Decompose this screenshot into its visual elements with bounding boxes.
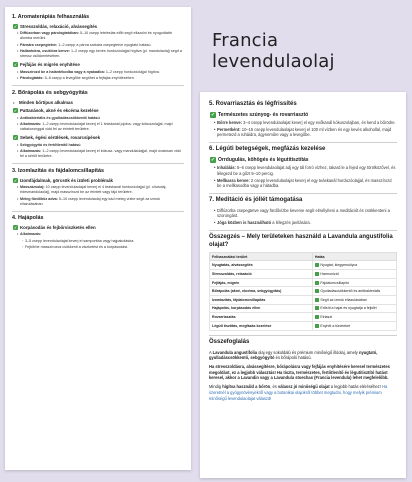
right-page xyxy=(200,92,406,478)
section-title: 2. Bőrápolás és sebgyógyítás xyxy=(12,89,88,96)
item-label: Párologtatás: xyxy=(20,76,44,81)
effect-text: Harmonizál xyxy=(320,271,339,276)
bullet-icon: • xyxy=(17,69,19,74)
item-label: Hallantokra, csuklóra kenve: xyxy=(20,49,71,54)
paragraph-text: Ha szeretnél a gyógynövényekről vagy a botanikai olajokról többet megtudni, hogy melyik prémium minőségű levendulaolajat válaszd! xyxy=(209,384,388,401)
check-icon: ✓ xyxy=(13,23,18,29)
table-header-row xyxy=(210,253,397,261)
subsection-label: Orrdugulás, köhögés és légutitisztítás xyxy=(218,156,309,163)
list-item-text xyxy=(20,49,184,59)
bullet-icon: • xyxy=(17,185,19,190)
list-item xyxy=(17,149,184,159)
item-text: 2 csepp levendulaolajat keverj el egy teáskanál hordozóolajjal, és masszírozd be a mellkasodba vagy a hátadba. xyxy=(217,177,392,189)
list-item-text xyxy=(217,178,397,189)
paragraph-text: a legjobb hatás eléréséhez! xyxy=(329,384,382,390)
subsection-label: Korpásodás és fejbőrviszketés ellen xyxy=(20,224,96,230)
subsection-title xyxy=(13,108,184,114)
paragraph-text: és bőrápoló hatású. xyxy=(274,355,312,361)
list-item xyxy=(214,220,397,226)
bullet-icon: • xyxy=(17,42,19,47)
paragraph-text: A xyxy=(209,349,213,355)
bullet-icon: • xyxy=(214,207,216,213)
item-label: Alkalmazás: xyxy=(20,149,42,154)
item-text: Diffúzorba csepegtetve vagy fürdővízbe keverve segít elmélyíteni a meditációt és csökkenteni a szorongást. xyxy=(217,207,390,219)
subsection-label: Sebek, égési sérülések, rovarcsípések xyxy=(20,135,101,141)
check-icon xyxy=(315,289,319,293)
check-icon xyxy=(315,324,319,328)
paragraph-text: olaj egy sokoldalú és prémium minőségű illóolaj, amely xyxy=(257,349,359,355)
conclusion-paragraph xyxy=(209,384,397,401)
list-item-text xyxy=(217,120,396,126)
item-label: Sebgyógyító és fertőtlenítő hatású xyxy=(20,142,81,147)
item-text: 3–4 csepp levendulaolajat keverj el egy evőkanál kókuszolajban, és kend a bőrödre. xyxy=(242,119,396,125)
check-icon xyxy=(315,281,319,285)
item-label: Mellkasra kenve: xyxy=(217,177,250,183)
list-item xyxy=(17,49,184,59)
section-divider xyxy=(12,211,184,212)
table-row xyxy=(210,261,397,270)
item-text: 1–2 csepp levendulaolajat keverj el 1 teáskanál jojoba- vagy kókuszolajjal, majd vattakoronggal vidd fel az érintett területre. xyxy=(20,122,173,132)
list-item xyxy=(214,178,397,189)
effect-text: Gyulladáscsökkentő és antibakteriális xyxy=(320,289,381,294)
subsection-title xyxy=(13,178,184,184)
summary-table xyxy=(209,252,397,330)
bullet-icon: • xyxy=(17,31,19,36)
item-text: 5–10 csepp leteleslás előtt segít ellazulni és nyugodtabb álomba merülni. xyxy=(20,31,173,41)
check-icon xyxy=(315,263,319,267)
bullet-icon: • xyxy=(214,177,216,183)
table-cell-effect xyxy=(312,304,396,313)
bullet-icon: • xyxy=(17,76,19,81)
item-text: 10–15 csepp levendulaolajat keverj el 100 ml vízben és egy kevés alkohollal, majd permetezd a ruháidra, ágyneműre vagy a levegőbe. xyxy=(217,126,392,138)
item-label: Antibakteriális és gyulladáscsökkentő hatású xyxy=(20,115,100,120)
check-icon: ✓ xyxy=(13,108,18,114)
subsection-title xyxy=(13,62,184,68)
paragraph-text: Mindig xyxy=(209,384,223,390)
check-icon: ✓ xyxy=(210,111,216,118)
table-cell-area: Hajápolás, korpásodás ellen xyxy=(210,304,313,313)
check-icon: ✓ xyxy=(13,177,18,183)
paragraph-text: válassz jó minőségű olajat xyxy=(277,384,330,390)
list-item-text xyxy=(20,149,184,159)
list-item xyxy=(22,239,184,244)
list-item xyxy=(17,232,184,237)
check-icon: ✓ xyxy=(13,224,18,230)
section-title: 4. Hajápolás xyxy=(12,215,44,222)
check-icon xyxy=(315,306,319,310)
list-item-text xyxy=(25,245,128,250)
bullet-icon: ◦ xyxy=(22,238,24,243)
subsection-title xyxy=(210,157,397,163)
list-item xyxy=(214,208,397,219)
bullet-icon: • xyxy=(17,196,19,201)
list-item xyxy=(214,165,397,176)
list-item-text xyxy=(20,43,151,48)
item-text: 1–2 csepp a párna sarkára csepegtetve nyugtató hatású. xyxy=(57,42,152,47)
subsection-title xyxy=(13,225,184,231)
paragraph-text: hígítva használd a bőrön xyxy=(222,384,271,390)
item-label: Diffúzorban vagy párologtatóban: xyxy=(20,31,79,36)
subsection-title xyxy=(13,135,184,141)
list-item-text xyxy=(20,197,184,207)
table-cell-effect xyxy=(312,270,396,279)
table-row xyxy=(210,304,397,313)
item-text: 10 csepp levendulaolajat keverj el 4 teáskanál hordozóolajjal (pl. olívaolaj, édesmandulaolaj), majd masszírozd be az érintett vagy fájó területre. xyxy=(20,185,167,194)
list-item-text xyxy=(217,220,311,226)
item-text: 1–2 csepp egy kevés hordozóolajjal hígítva (pl. mandulaolaj) segít a stressz csökkentésében. xyxy=(20,49,182,59)
table-cell-effect xyxy=(312,278,396,287)
bullet-icon: • xyxy=(17,232,19,237)
paragraph-text: nyugtató, gyulladáscsökkentő, sebgyógyító xyxy=(209,349,378,361)
subsection-label: Minden bőrtípus alkalmas xyxy=(19,99,73,105)
table-row xyxy=(210,270,397,279)
item-text: Fejbőrbe masszírozva csökkenti a viszketést és a korpásodást. xyxy=(25,245,129,250)
list-item-text xyxy=(217,127,397,138)
item-text: 5–6 csepp a levegőbe segíthet a fejfájás enyhítésében. xyxy=(43,76,135,81)
list-item-text xyxy=(217,208,397,219)
item-text: a lélegzés javítására. xyxy=(271,220,311,226)
subsection-title xyxy=(13,100,184,106)
table-row xyxy=(210,321,397,330)
document-title: Francia levendulaolaj xyxy=(212,30,335,72)
section-title: 7. Meditáció és jóllét támogatása xyxy=(209,197,303,204)
check-icon: ✓ xyxy=(13,135,18,141)
table-cell-area: Bőrápolás (akné, ekcéma, sebgyógyítás) xyxy=(210,287,313,296)
list-item xyxy=(214,127,397,138)
item-label: Bőrre kenve: xyxy=(217,119,243,125)
table-cell-effect xyxy=(312,287,396,296)
bullet-icon: • xyxy=(17,49,19,54)
item-label: Masszázsolaj: xyxy=(20,185,45,190)
item-label: Inhalálás: xyxy=(217,165,236,171)
item-label: Párnára csepegtetve: xyxy=(20,42,58,47)
section-divider xyxy=(209,230,397,231)
effect-text: Enyhíti a tüneteket xyxy=(320,323,351,328)
list-item-text xyxy=(20,76,135,81)
bullet-icon: • xyxy=(214,126,216,132)
bullet-icon: • xyxy=(17,122,19,127)
item-label: Alkalmazás: xyxy=(20,232,42,237)
bullet-dot-icon: • xyxy=(13,99,15,105)
list-item xyxy=(214,120,397,126)
item-label: Masszírozd be a halántékodba vagy a nyakadba: xyxy=(20,69,105,74)
bullet-icon: • xyxy=(17,142,19,147)
left-page xyxy=(5,7,191,470)
list-item xyxy=(17,122,184,132)
table-cell-effect xyxy=(312,261,396,270)
item-label: Jóga közben is használható xyxy=(217,220,272,226)
table-cell-effect xyxy=(312,321,396,330)
section-title: 6. Légúti betegségek, megfázás kezelése xyxy=(209,146,326,153)
list-item-text xyxy=(20,31,184,41)
list-item-text xyxy=(20,122,184,132)
subsection-title xyxy=(210,112,397,118)
section-title: 3. Izomlazítás és fájdalomcsillapítás xyxy=(12,167,104,174)
table-row xyxy=(210,296,397,305)
list-item xyxy=(17,185,184,195)
paragraph-text: Ha stresszoldásra, alvássegítésre, bőrápolásra vagy fejfájás enyhítésére keresel természetes megoldást, ez a legjobb választás! Ha tiszta, természetes, fertőtlenítő és légutitisztító hatást keresel, akkor a Lavandin vagy a Lavandula stoechas (Francia levendula) lehet megfelelőbb. xyxy=(209,364,390,381)
section-title: 1. Aromaterápiás felhasználás xyxy=(12,14,90,20)
list-item xyxy=(17,197,184,207)
list-item-text xyxy=(20,70,160,75)
section-divider xyxy=(209,193,397,194)
subsection-label: Stresszoldás, relaxáció, alvássegítés xyxy=(20,23,98,29)
item-text: 1–2 csepp hordozóolajjal hígítva. xyxy=(104,69,160,74)
check-icon xyxy=(315,315,319,319)
section-title: 5. Rovarriasztás és légfrissítés xyxy=(209,101,297,107)
effect-text: Segít az izmok ellazulásában xyxy=(320,297,367,302)
check-icon xyxy=(315,298,319,302)
bullet-icon: • xyxy=(17,115,19,120)
table-row xyxy=(210,278,397,287)
check-icon: ✓ xyxy=(13,62,18,68)
list-item-text xyxy=(20,185,184,195)
bullet-icon: ◦ xyxy=(22,245,24,250)
table-cell-area: Fejfájás, migrén xyxy=(210,278,313,287)
table-row xyxy=(210,313,397,322)
list-item xyxy=(17,43,184,48)
list-item xyxy=(22,245,184,250)
table-cell-effect xyxy=(312,296,396,305)
item-text: 3–5 csepp levendulaolajat keverj el sampontba vagy hajpakolásba. xyxy=(25,238,135,243)
check-icon xyxy=(315,272,319,276)
item-label: Alkalmazás: xyxy=(20,122,42,127)
item-text: 5–10 csepp levendulaolaj egy kád meleg vízbe segít az izmok ellazulásában. xyxy=(20,196,160,206)
list-item xyxy=(17,70,184,75)
table-header-cell: Hatás xyxy=(312,253,396,261)
subsection-label: Pattanások, akné és ekcéma kezelése xyxy=(20,108,99,114)
subsection-title xyxy=(13,24,184,30)
item-text: 5–6 csepp levendulaolajat adj egy tál forró vízhez, takard le a fejed egy törölközővel, és lélegezd be a gőzt 5–10 percig. xyxy=(217,165,396,176)
section-divider xyxy=(209,335,397,336)
conclusion-paragraph xyxy=(209,364,397,381)
effect-text: Elriaszt xyxy=(320,315,333,320)
list-item-text xyxy=(20,116,100,121)
effect-text: Nyugtat, kiegyensúlyoz xyxy=(320,263,358,268)
bullet-icon: • xyxy=(214,165,216,171)
table-header-cell: Felhasználási terület xyxy=(210,253,313,261)
table-cell-area: Rovarriasztás xyxy=(210,313,313,322)
table-cell-area: Izomlazítás, fájdalomcsillapítás xyxy=(210,296,313,305)
section-divider xyxy=(209,142,397,143)
table-cell-area: Stresszoldás, relaxáció xyxy=(210,270,313,279)
list-item xyxy=(17,143,184,148)
subsection-label: Természetes szúnyog- és rovarriasztó xyxy=(218,111,309,118)
item-label: Meleg fürdőhöz adva: xyxy=(20,196,58,201)
table-row xyxy=(210,287,397,296)
effect-text: Fájdalomcsillapító xyxy=(320,280,350,285)
list-item xyxy=(17,31,184,41)
list-item-text xyxy=(20,143,80,148)
bullet-icon: • xyxy=(214,220,216,226)
bullet-icon: • xyxy=(17,149,19,154)
summary-title: Összegzés – Mely területeken használd a Lavandula angustifolia olajat? xyxy=(209,234,393,248)
check-icon: ✓ xyxy=(210,156,216,163)
section-divider xyxy=(12,85,184,86)
table-cell-area: Légúti tisztítás, megfázás kezelése xyxy=(210,321,313,330)
section-divider xyxy=(12,163,184,164)
paragraph-text: Lavandula angustifolia xyxy=(212,349,258,355)
effect-text: Erősíti a hajat és nyugtatja a fejbőrt xyxy=(320,306,377,311)
list-item-text xyxy=(20,232,41,237)
bullet-icon: • xyxy=(214,119,216,125)
table-cell-area: Nyugtatás, alvássegítés xyxy=(210,261,313,270)
table-cell-effect xyxy=(312,313,396,322)
list-item xyxy=(17,116,184,121)
list-item-text xyxy=(25,239,134,244)
list-item-text xyxy=(217,165,397,176)
item-label: Permetként: xyxy=(217,126,241,132)
subsection-label: Izomfájdalmak, görcsök és izületi problémák xyxy=(20,177,113,183)
conclusion-paragraph xyxy=(209,350,397,361)
list-item xyxy=(17,76,184,81)
item-text: 1–2 csepp levendulaolajat keverj el kókusz- vagy mandulaolajjal, majd óvatosan vidd fel a sérült területre. xyxy=(20,149,181,159)
paragraph-text: , és xyxy=(270,384,278,390)
subsection-label: Fejfájás és migrén enyhítése xyxy=(20,62,80,68)
conclusion-title: Összefoglalás xyxy=(209,339,250,346)
